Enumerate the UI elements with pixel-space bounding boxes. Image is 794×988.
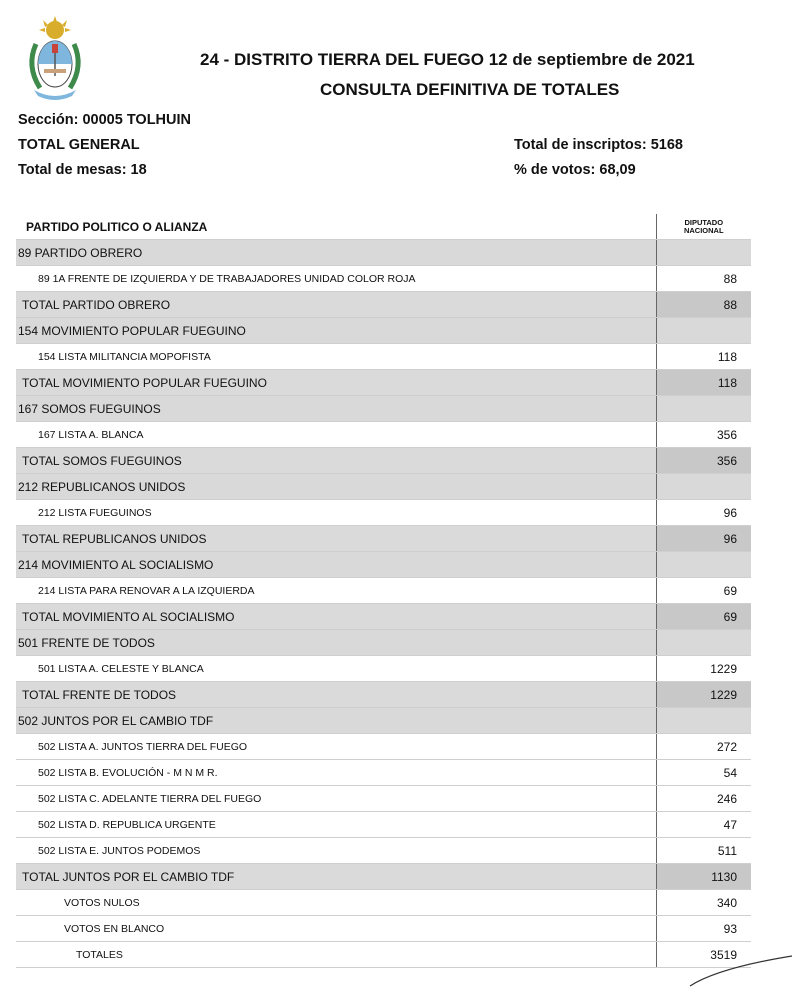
row-name: TOTAL JUNTOS POR EL CAMBIO TDF xyxy=(16,864,656,890)
table-body xyxy=(16,240,751,968)
col-header-party: PARTIDO POLITICO O ALIANZA xyxy=(16,214,656,240)
row-name: 501 FRENTE DE TODOS xyxy=(16,630,656,656)
pct-votos-label: % de votos: 68,09 xyxy=(514,162,636,178)
table-row xyxy=(16,422,751,448)
table-row xyxy=(16,500,751,526)
table-row xyxy=(16,682,751,708)
table-row xyxy=(16,916,751,942)
row-value: 47 xyxy=(656,812,751,838)
row-name: 89 PARTIDO OBRERO xyxy=(16,240,656,266)
row-value xyxy=(656,552,751,578)
row-name: VOTOS EN BLANCO xyxy=(16,916,656,942)
results-table xyxy=(16,214,751,968)
table-row xyxy=(16,786,751,812)
row-value: 1229 xyxy=(656,682,751,708)
report-title: 24 - DISTRITO TIERRA DEL FUEGO 12 de septiembre de 2021 xyxy=(200,50,695,69)
table-row xyxy=(16,474,751,500)
row-value: 1130 xyxy=(656,864,751,890)
table-row xyxy=(16,656,751,682)
row-name: 167 SOMOS FUEGUINOS xyxy=(16,396,656,422)
table-row xyxy=(16,942,751,968)
table-row xyxy=(16,812,751,838)
row-name: 214 LISTA PARA RENOVAR A LA IZQUIERDA xyxy=(16,578,656,604)
row-value xyxy=(656,240,751,266)
table-row xyxy=(16,526,751,552)
coat-of-arms-icon xyxy=(22,14,88,100)
row-value: 88 xyxy=(656,266,751,292)
row-value: 96 xyxy=(656,526,751,552)
row-name: TOTAL FRENTE DE TODOS xyxy=(16,682,656,708)
row-name: 502 LISTA A. JUNTOS TIERRA DEL FUEGO xyxy=(16,734,656,760)
row-name: TOTAL SOMOS FUEGUINOS xyxy=(16,448,656,474)
row-name: TOTALES xyxy=(16,942,656,968)
total-mesas-label: Total de mesas: 18 xyxy=(18,162,147,178)
table-row xyxy=(16,838,751,864)
table-header-row xyxy=(16,214,751,240)
table-row xyxy=(16,578,751,604)
table-row xyxy=(16,734,751,760)
total-general-label: TOTAL GENERAL xyxy=(18,137,140,153)
row-value xyxy=(656,396,751,422)
report-subtitle: CONSULTA DEFINITIVA DE TOTALES xyxy=(320,80,620,99)
table-row xyxy=(16,448,751,474)
table-row xyxy=(16,760,751,786)
row-name: VOTOS NULOS xyxy=(16,890,656,916)
row-name: TOTAL REPUBLICANOS UNIDOS xyxy=(16,526,656,552)
row-value: 1229 xyxy=(656,656,751,682)
row-value xyxy=(656,318,751,344)
row-value: 69 xyxy=(656,578,751,604)
row-name: TOTAL PARTIDO OBRERO xyxy=(16,292,656,318)
table-row xyxy=(16,370,751,396)
row-name: 154 MOVIMIENTO POPULAR FUEGUINO xyxy=(16,318,656,344)
row-name: 154 LISTA MILITANCIA MOPOFISTA xyxy=(16,344,656,370)
table-row xyxy=(16,396,751,422)
row-name: 502 JUNTOS POR EL CAMBIO TDF xyxy=(16,708,656,734)
row-value: 96 xyxy=(656,500,751,526)
row-name: 502 LISTA B. EVOLUCIÓN - M N M R. xyxy=(16,760,656,786)
row-name: 212 REPUBLICANOS UNIDOS xyxy=(16,474,656,500)
col-header-line2: NACIONAL xyxy=(683,225,724,235)
table-row xyxy=(16,552,751,578)
row-name: 214 MOVIMIENTO AL SOCIALISMO xyxy=(16,552,656,578)
row-value: 3519 xyxy=(656,942,751,968)
row-value: 118 xyxy=(656,370,751,396)
row-value: 88 xyxy=(656,292,751,318)
row-value: 118 xyxy=(656,344,751,370)
row-name: 502 LISTA E. JUNTOS PODEMOS xyxy=(16,838,656,864)
row-name: 167 LISTA A. BLANCA xyxy=(16,422,656,448)
signature-mark xyxy=(688,948,794,988)
table-row xyxy=(16,708,751,734)
row-value: 272 xyxy=(656,734,751,760)
row-value xyxy=(656,474,751,500)
table-row xyxy=(16,318,751,344)
table-row xyxy=(16,604,751,630)
row-name: TOTAL MOVIMIENTO POPULAR FUEGUINO xyxy=(16,370,656,396)
row-name: 502 LISTA D. REPUBLICA URGENTE xyxy=(16,812,656,838)
row-name: 501 LISTA A. CELESTE Y BLANCA xyxy=(16,656,656,682)
row-value: 246 xyxy=(656,786,751,812)
table-row xyxy=(16,292,751,318)
col-header-line1: DIPUTADO xyxy=(684,217,724,227)
row-value: 69 xyxy=(656,604,751,630)
row-value xyxy=(656,708,751,734)
table-row xyxy=(16,630,751,656)
table-row xyxy=(16,266,751,292)
table-row xyxy=(16,344,751,370)
row-name: 212 LISTA FUEGUINOS xyxy=(16,500,656,526)
row-value: 54 xyxy=(656,760,751,786)
row-value: 511 xyxy=(656,838,751,864)
row-name: 502 LISTA C. ADELANTE TIERRA DEL FUEGO xyxy=(16,786,656,812)
total-inscriptos-label: Total de inscriptos: 5168 xyxy=(514,137,683,153)
table-row xyxy=(16,864,751,890)
row-value: 93 xyxy=(656,916,751,942)
row-name: TOTAL MOVIMIENTO AL SOCIALISMO xyxy=(16,604,656,630)
row-value xyxy=(656,630,751,656)
row-value: 356 xyxy=(656,422,751,448)
row-name: 89 1A FRENTE DE IZQUIERDA Y DE TRABAJADORES UNIDAD COLOR ROJA xyxy=(16,266,656,292)
table-row xyxy=(16,890,751,916)
section-label: Sección: 00005 TOLHUIN xyxy=(18,112,191,128)
col-header-diputado xyxy=(656,214,751,240)
table-row xyxy=(16,240,751,266)
row-value: 340 xyxy=(656,890,751,916)
row-value: 356 xyxy=(656,448,751,474)
